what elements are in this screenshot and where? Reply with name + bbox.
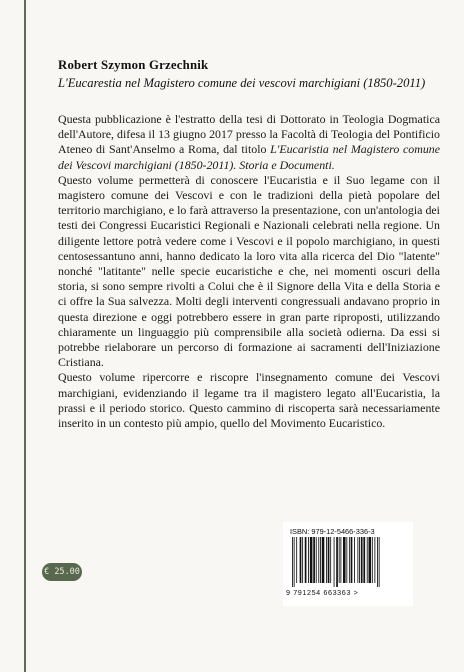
barcode-number — [286, 588, 358, 597]
barcode-icon — [288, 537, 406, 587]
blurb-text — [58, 112, 440, 431]
blurb-paragraph-1-text: Questa pubblicazione è l'estratto della tesi di Dottorato in Teologia Dogmatica dell'Autore, difesa il 13 giugno 2017 presso la Facoltà di Teologia del Pontificio Ateneo di Sant'Anselmo a Roma, dal titolo — [58, 112, 440, 157]
cover-edge-line — [24, 0, 26, 672]
barcode-digits: 9 791254 663363 — [286, 588, 351, 597]
blurb-paragraph-3: Questo volume ripercorre e riscopre l'insegnamento comune dei Vescovi marchigiani, evidenziando il legame tra il magistero legato all'Eucaristia, la prassi e il periodo storico. Questo cammino di riscoperta sarà necessariamente inserito in un contesto più ampio, quello del Movimento Eucaristico. — [58, 370, 440, 431]
thesis-title-italic: L'Eucaristia nel Magistero comune dei Vescovi marchigiani (1850-2011). Storia e Documenti. — [58, 142, 440, 172]
blurb-paragraph-1 — [58, 112, 440, 173]
barcode-end-mark: > — [353, 588, 359, 597]
book-title: L'Eucarestia nel Magistero comune dei vescovi marchigiani (1850-2011) — [58, 76, 426, 90]
blurb-paragraph-2: Questo volume permetterà di conoscere l'Eucaristia e il Suo legame con il magistero comune dei Vescovi e con le tradizioni della pietà popolare del territorio marchigiano, e lo farà attraverso la presentazione, con un'antologia dei testi dei Congressi Eucaristici Regionali e Nazionali celebrati nella regione. Un diligente lettore potrà vedere come i Vescovi e il popolo marchigiano, in questi centosessantuno anni, hanno dedicato la loro vita alla ricerca del Dio "latente" nonché "latitante" nelle specie eucaristiche e che, nei momenti oscuri della storia, si sono sempre rivolti a Colui che è il Signore della Vita e della Storia e ci offre la Sua salvezza. Molti degli interventi congressuali andavano proprio in questa direzione e oggi potrebbero essere in gran parte riproposti, utilizzando chiaramente un linguaggio più comprensibile alla società odierna. Da essi si potrebbe rielaborare un percorso di formazione ai sacramenti dell'Iniziazione Cristiana. — [58, 172, 440, 370]
isbn-label: ISBN: 979-12-5466-336-3 — [290, 527, 375, 536]
price-badge: € 25.00 — [42, 563, 82, 581]
author-name: Robert Szymon Grzechnik — [58, 58, 209, 72]
